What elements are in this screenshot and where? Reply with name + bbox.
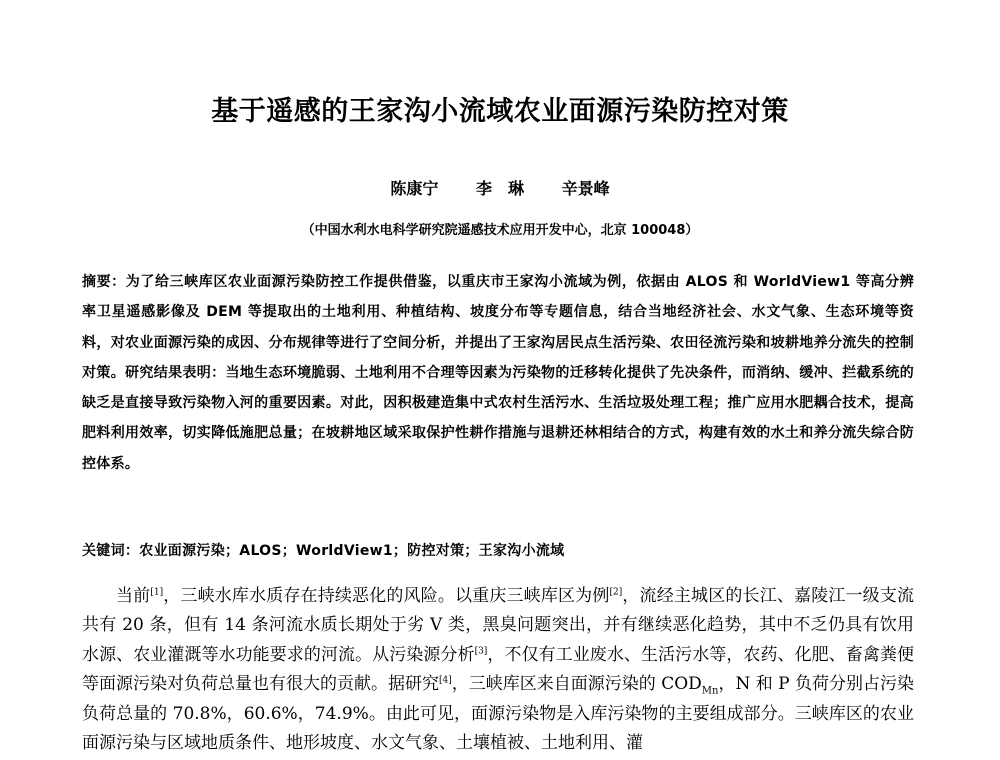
subscript: Mn <box>701 685 719 697</box>
citation-ref: [2] <box>609 587 623 598</box>
abstract-text: 为了给三峡库区农业面源污染防控工作提供借鉴，以重庆市王家沟小流域为例，依据由 ALOS 和 WorldView1 等高分辨率卫星遥感影像及 DEM 等提取出的土地利用、种植结构、坡度分布等专题信息，结合当地经济社会、水文气象、生态环境等资料，对农业面源污染的成因、分布规律等进行了空间分析，并提出了王家沟居民点生活污染、农田径流污染和坡耕地养分流失的控制对策。研究结果表明：当地生态环境脆弱、土地利用不合理等因素为污染物的迁移转化提供了先决条件，而消纳、缓冲、拦截系统的缺乏是直接导致污染物入河的重要因素。对此，因积极建造集中式农村生活污水、生活垃圾处理工程；推广应用水肥耦合技术，提高肥料利用效率，切实降低施肥总量；在坡耕地区域采取保护性耕作措施与退耕还林相结合的方式，构建有效的水土和养分流失综合防控体系。 <box>82 274 914 472</box>
author-list <box>0 176 1000 199</box>
body-text-segment: ，N 和 P 负荷分别占污染负荷总量的 70.8%，60.6%，74.9%。由此可见，面源污染物是入库污染物的主要组成部分。三峡库区的农业面源污染与区域地质条件、地形坡度、水文气象、土壤植被、土地利用、灌 <box>82 674 915 754</box>
abstract <box>82 267 914 479</box>
citation-ref: [4] <box>439 675 452 686</box>
keywords <box>82 540 914 560</box>
citation-ref: [1] <box>150 587 164 598</box>
paper-title: 基于遥感的王家沟小流域农业面源污染防控对策 <box>211 96 789 127</box>
affiliation: （中国水利水电科学研究院遥感技术应用开发中心，北京 100048） <box>301 223 699 238</box>
body-text-segment: ，三峡库区来自面源污染的 COD <box>451 674 702 695</box>
body-text-segment: ，不仅有工业废水、生活污水等，农药、化肥、畜禽粪便等面源污染对负荷总量也有很大的贡献。据研究 <box>82 644 915 695</box>
keywords-text: 农业面源污染；ALOS；WorldView1；防控对策；王家沟小流域 <box>139 543 565 559</box>
author-name: 陈康宁 <box>390 179 439 198</box>
citation-ref: [3] <box>474 646 488 657</box>
keywords-label: 关键词： <box>82 543 140 559</box>
body-text-segment: ，三峡水库水质存在持续恶化的风险。以重庆三峡库区为例 <box>163 586 610 606</box>
abstract-label: 摘要： <box>82 274 126 290</box>
author-name: 辛景峰 <box>561 179 610 198</box>
body-text-segment: 当前 <box>116 586 151 606</box>
body-paragraph <box>82 582 914 758</box>
body-text-segment: ，流经主城区的长江、嘉陵江一级支流共有 20 条，但有 14 条河流水质长期处于劣 V 类，黑臭问题突出，并有继续恶化趋势，其中不乏仍具有饮用水源、农业灌溉等水功能要求的河流。从污染源分析 <box>82 586 915 665</box>
author-name: 李 琳 <box>475 179 524 198</box>
